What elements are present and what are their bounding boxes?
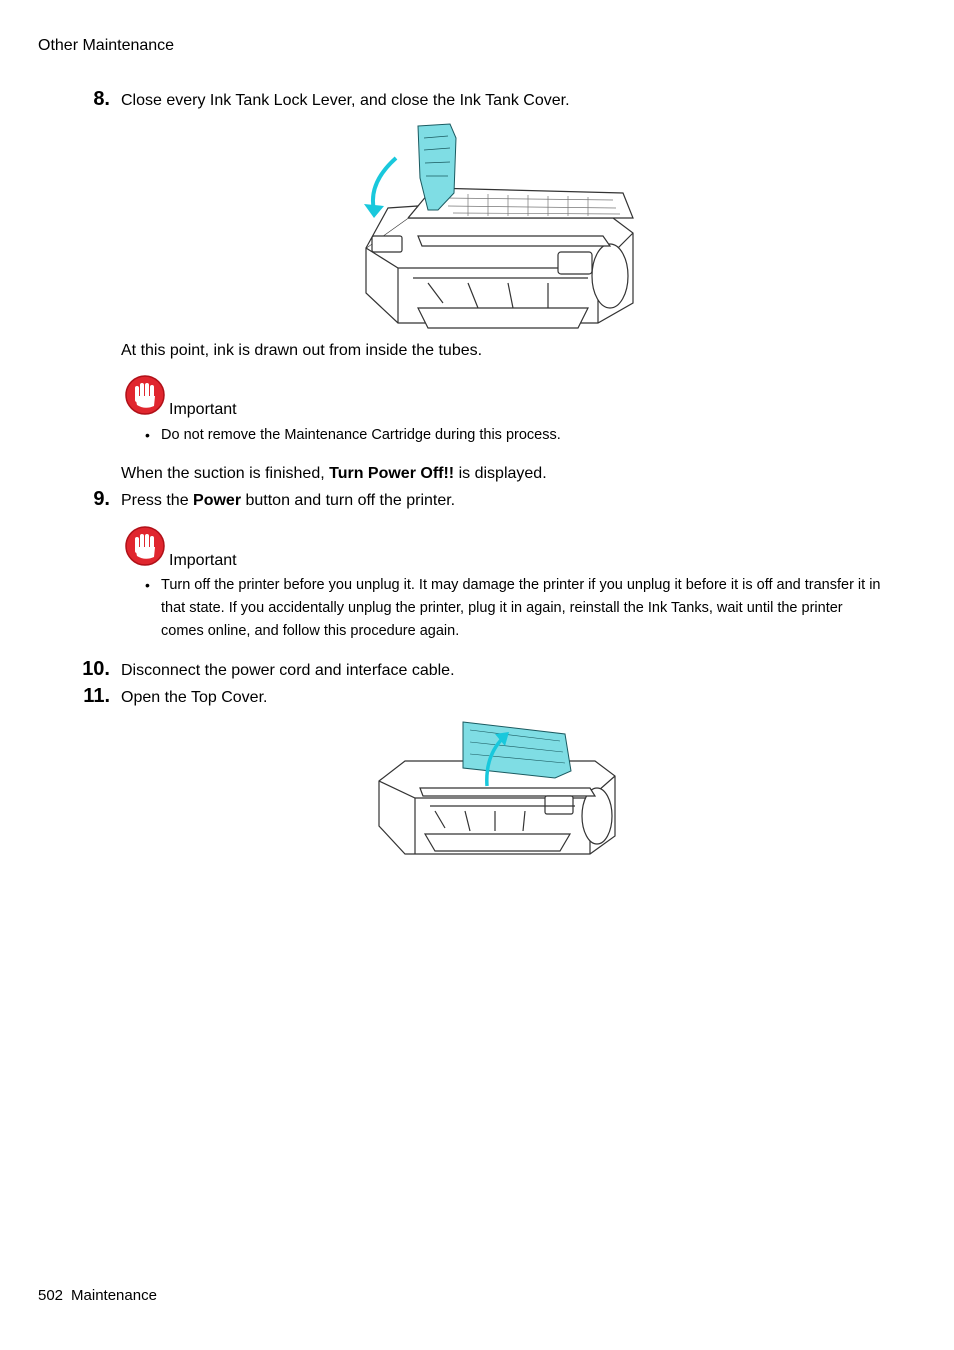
step-text: Open the Top Cover. — [121, 689, 268, 706]
step-number: 11. — [83, 685, 110, 707]
hand-stop-icon — [124, 374, 166, 416]
hand-stop-icon — [124, 525, 166, 567]
important-label: Important — [169, 401, 237, 418]
step-number: 9. — [93, 488, 110, 510]
suction-text-after: is displayed. — [454, 465, 547, 482]
step-text — [121, 492, 455, 510]
printer-top-cover-illustration — [375, 716, 625, 861]
display-message: Turn Power Off!! — [329, 465, 455, 482]
page-footer — [38, 1287, 157, 1304]
important-bullet-text: Do not remove the Maintenance Cartridge during this process. — [161, 427, 561, 443]
important-bullet-text: Turn off the printer before you unplug it. It may damage the printer if you unplug it before it is off and transfer it in that state. If you accidentally unplug the printer, plug it in again, reinstall the Ink Tanks, wait until the printer comes online, and follow this procedure again. — [161, 577, 881, 639]
suction-text-before: When the suction is finished, — [121, 465, 330, 482]
power-button-name: Power — [193, 492, 242, 509]
suction-note — [121, 465, 547, 483]
important-label: Important — [169, 552, 237, 569]
step-text: Close every Ink Tank Lock Lever, and close the Ink Tank Cover. — [121, 92, 570, 109]
ink-drawn-note: At this point, ink is drawn out from inside the tubes. — [121, 342, 483, 359]
printer-ink-tank-cover-illustration — [358, 118, 638, 333]
step-number: 8. — [93, 88, 110, 110]
page-number: 502 — [38, 1287, 64, 1304]
step-text-after: button and turn off the printer. — [241, 492, 456, 509]
step-number: 10. — [82, 658, 110, 680]
bullet-dot: • — [145, 427, 150, 443]
step-text: Disconnect the power cord and interface cable. — [121, 662, 455, 679]
footer-section: Maintenance — [71, 1287, 157, 1304]
running-header: Other Maintenance — [38, 37, 175, 54]
step-text-before: Press the — [121, 492, 194, 509]
bullet-dot: • — [145, 577, 150, 593]
